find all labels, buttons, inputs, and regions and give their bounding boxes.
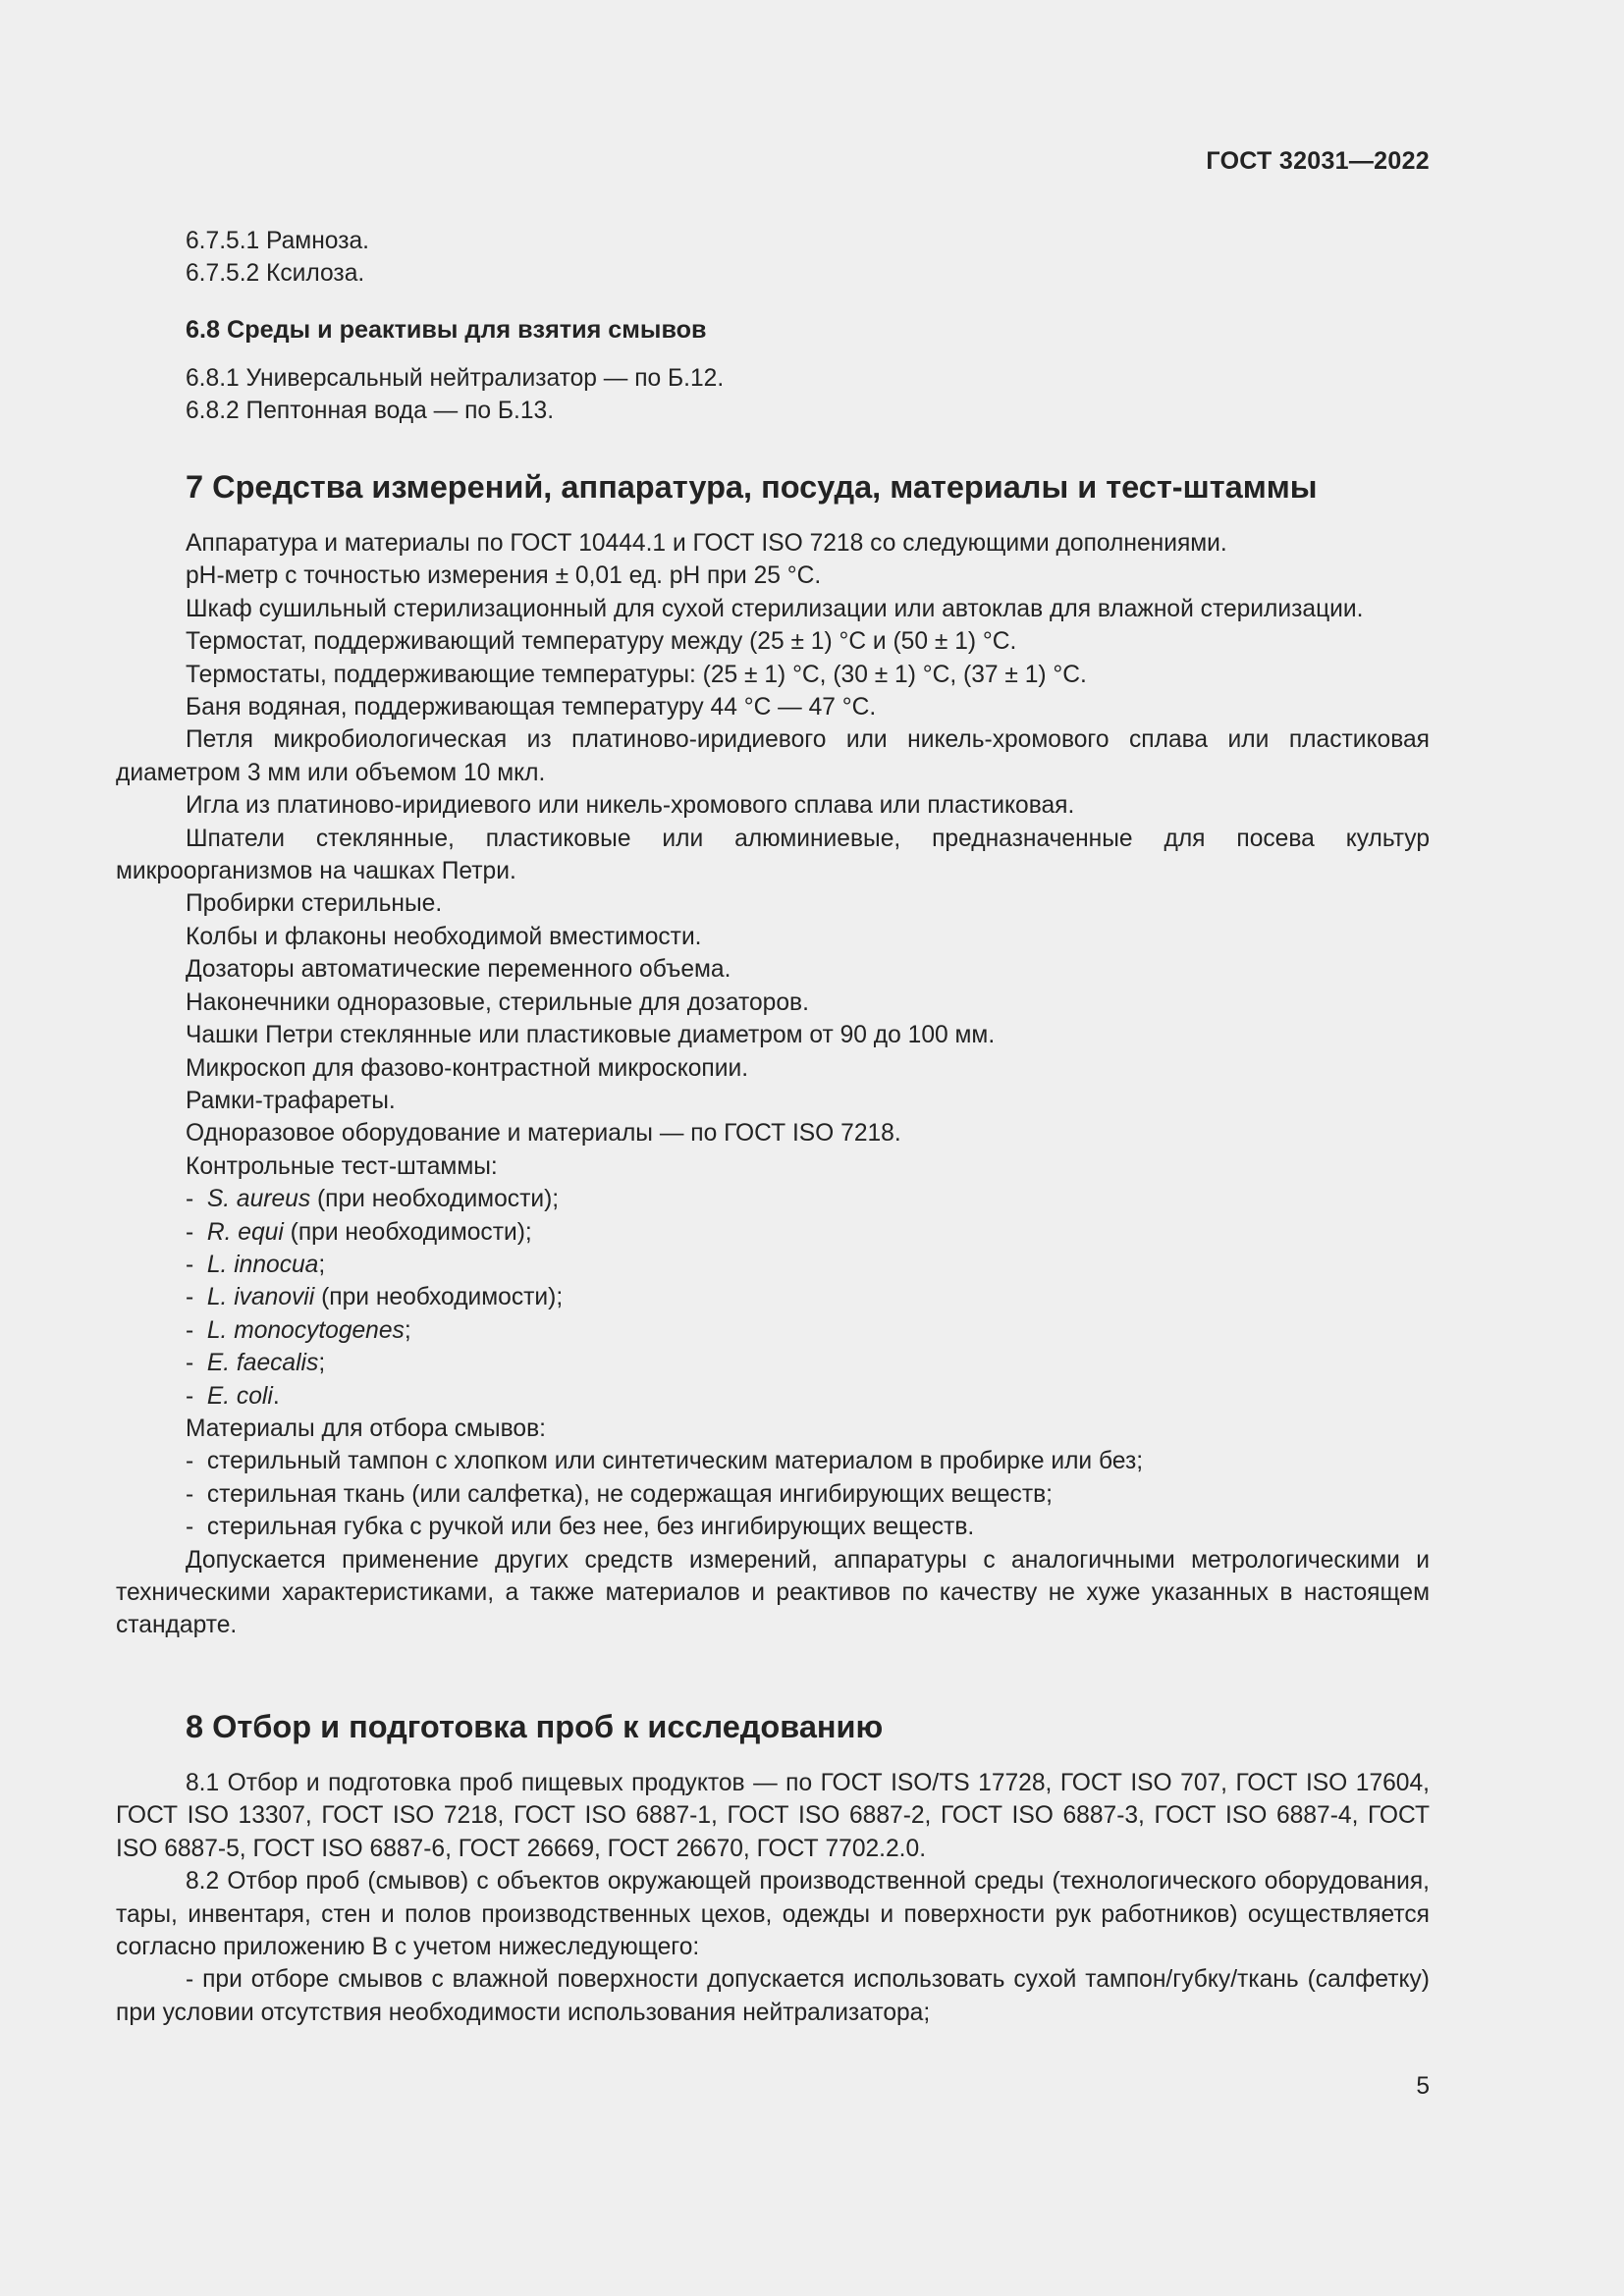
- list-item: - стерильный тампон с хлопком или синтетическим материалом в пробирке или без;: [186, 1448, 1144, 1475]
- list-item: - стерильная ткань (или салфетка), не содержащая ингибирующих веществ;: [186, 1480, 1054, 1508]
- strain-note: ;: [404, 1316, 411, 1344]
- paragraph: Одноразовое оборудование и материалы — по ГОСТ ISO 7218.: [186, 1120, 901, 1148]
- subsection-6-8-title: 6.8 Среды и реактивы для взятия смывов: [186, 316, 707, 344]
- strain-name: S. aureus: [206, 1186, 311, 1213]
- paragraph: Шкаф сушильный стерилизационный для сухой стерилизации или автоклав для влажной стерилизации.: [186, 595, 1364, 622]
- clause-6-7-5-2: 6.7.5.2 Ксилоза.: [186, 260, 365, 288]
- paragraph: Рамки-трафареты.: [186, 1087, 396, 1114]
- paragraph: Баня водяная, поддерживающая температуру 44 °С — 47 °С.: [186, 694, 877, 721]
- section-7-title: 7 Средства измерений, аппаратура, посуда, материалы и тест-штаммы: [186, 469, 1318, 505]
- paragraph: Чашки Петри стеклянные или пластиковые диаметром от 90 до 100 мм.: [186, 1022, 996, 1049]
- paragraph: Петля микробиологическая из платиново-иридиевого или никель-хромового сплава или пластиковая диаметром 3 мм или объемом 10 мкл.: [116, 726, 1430, 786]
- strain-note: (при необходимости);: [310, 1186, 560, 1213]
- clause-8-2: 8.2 Отбор проб (смывов) с объектов окружающей производственной среды (технологического оборудования, тары, инвентаря, стен и полов производственных цехов, одежды и поверхности рук работников) осуществляется согласно приложению В с учетом нижеследующего:: [116, 1868, 1430, 1961]
- list-item: - L. ivanovii (при необходимости);: [186, 1284, 564, 1311]
- clause-6-7-5-1: 6.7.5.1 Рамноза.: [186, 228, 369, 254]
- strain-name: R. equi: [206, 1218, 284, 1246]
- materials-intro: Материалы для отбора смывов:: [186, 1415, 546, 1442]
- list-item: - E. coli.: [186, 1382, 280, 1410]
- section-8-body: [116, 1767, 1430, 2029]
- strain-name: L. innocua: [206, 1251, 319, 1278]
- list-item: - L. monocytogenes;: [186, 1316, 411, 1344]
- paragraph: Наконечники одноразовые, стерильные для дозаторов.: [186, 988, 809, 1016]
- paragraph: Допускается применение других средств измерений, аппаратуры с аналогичными метрологическими и техническими характеристиками, а также материалов и реактивов по качеству не хуже указанных в настоящем стандарте.: [116, 1546, 1430, 1639]
- list-item: - L. innocua;: [186, 1251, 326, 1278]
- paragraph: Термостаты, поддерживающие температуры: (25 ± 1) °С, (30 ± 1) °С, (37 ± 1) °С.: [186, 661, 1087, 688]
- strain-name: E. faecalis: [206, 1350, 319, 1377]
- clause-6-8-2: 6.8.2 Пептонная вода — по Б.13.: [186, 398, 555, 425]
- material-text: стерильная ткань (или салфетка), не содержащая ингибирующих веществ;: [206, 1480, 1054, 1508]
- clause-6-8: [116, 362, 1499, 428]
- clause-6-8-1: 6.8.1 Универсальный нейтрализатор — по Б.12.: [186, 365, 725, 392]
- strain-note: (при необходимости);: [283, 1218, 532, 1246]
- paragraph: Аппаратура и материалы по ГОСТ 10444.1 и ГОСТ ISO 7218 со следующими дополнениями.: [186, 530, 1227, 557]
- paragraph: Микроскоп для фазово-контрастной микроскопии.: [186, 1054, 749, 1082]
- paragraph: Термостат, поддерживающий температуру между (25 ± 1) °С и (50 ± 1) °С.: [186, 628, 1017, 656]
- strain-note: .: [272, 1382, 280, 1410]
- list-item: - R. equi (при необходимости);: [186, 1218, 532, 1246]
- list-item: - E. faecalis;: [186, 1350, 326, 1377]
- material-text: стерильная губка с ручкой или без нее, без ингибирующих веществ.: [206, 1514, 975, 1541]
- material-text: стерильный тампон с хлопком или синтетическим материалом в пробирке или без;: [206, 1448, 1144, 1475]
- paragraph: Дозаторы автоматические переменного объема.: [186, 956, 731, 984]
- paragraph: Колбы и флаконы необходимой вместимости.: [186, 923, 702, 950]
- strain-note: (при необходимости);: [314, 1284, 564, 1311]
- list-item: - стерильная губка с ручкой или без нее, без ингибирующих веществ.: [186, 1514, 975, 1541]
- strain-name: L. ivanovii: [206, 1284, 315, 1311]
- strain-name: E. coli: [206, 1382, 273, 1410]
- strains-intro: Контрольные тест-штаммы:: [186, 1152, 498, 1180]
- strain-name: L. monocytogenes: [206, 1316, 405, 1344]
- section-7-body: [116, 527, 1430, 1642]
- page-number: 5: [1416, 2073, 1430, 2100]
- paragraph: Шпатели стеклянные, пластиковые или алюминиевые, предназначенные для посева культур микроорганизмов на чашках Петри.: [116, 825, 1430, 885]
- clause-8-1: 8.1 Отбор и подготовка проб пищевых продуктов — по ГОСТ ISO/TS 17728, ГОСТ ISO 707, ГОСТ ISO 17604, ГОСТ ISO 13307, ГОСТ ISO 7218, ГОСТ ISO 6887-1, ГОСТ ISO 6887-2, ГОСТ ISO 6887-3, ГОСТ ISO 6887-4, ГОСТ ISO 6887-5, ГОСТ ISO 6887-6, ГОСТ 26669, ГОСТ 26670, ГОСТ 7702.2.0.: [116, 1770, 1430, 1862]
- paragraph: Пробирки стерильные.: [186, 890, 443, 918]
- paragraph: Игла из платиново-иридиевого или никель-хромового сплава или пластиковая.: [186, 792, 1075, 820]
- paragraph: pH-метр с точностью измерения ± 0,01 ед. pH при 25 °С.: [186, 562, 822, 590]
- strain-note: ;: [318, 1350, 326, 1377]
- list-item: - S. aureus (при необходимости);: [186, 1186, 560, 1213]
- document-code: ГОСТ 32031—2022: [1206, 147, 1430, 175]
- section-8-title: 8 Отбор и подготовка проб к исследованию: [186, 1709, 884, 1744]
- clause-6-7-5: [116, 225, 1499, 291]
- clause-8-2-item: - при отборе смывов с влажной поверхности допускается использовать сухой тампон/губку/ткань (салфетку) при условии отсутствия необходимости использования нейтрализатора;: [116, 1966, 1430, 2026]
- strain-note: ;: [318, 1251, 326, 1278]
